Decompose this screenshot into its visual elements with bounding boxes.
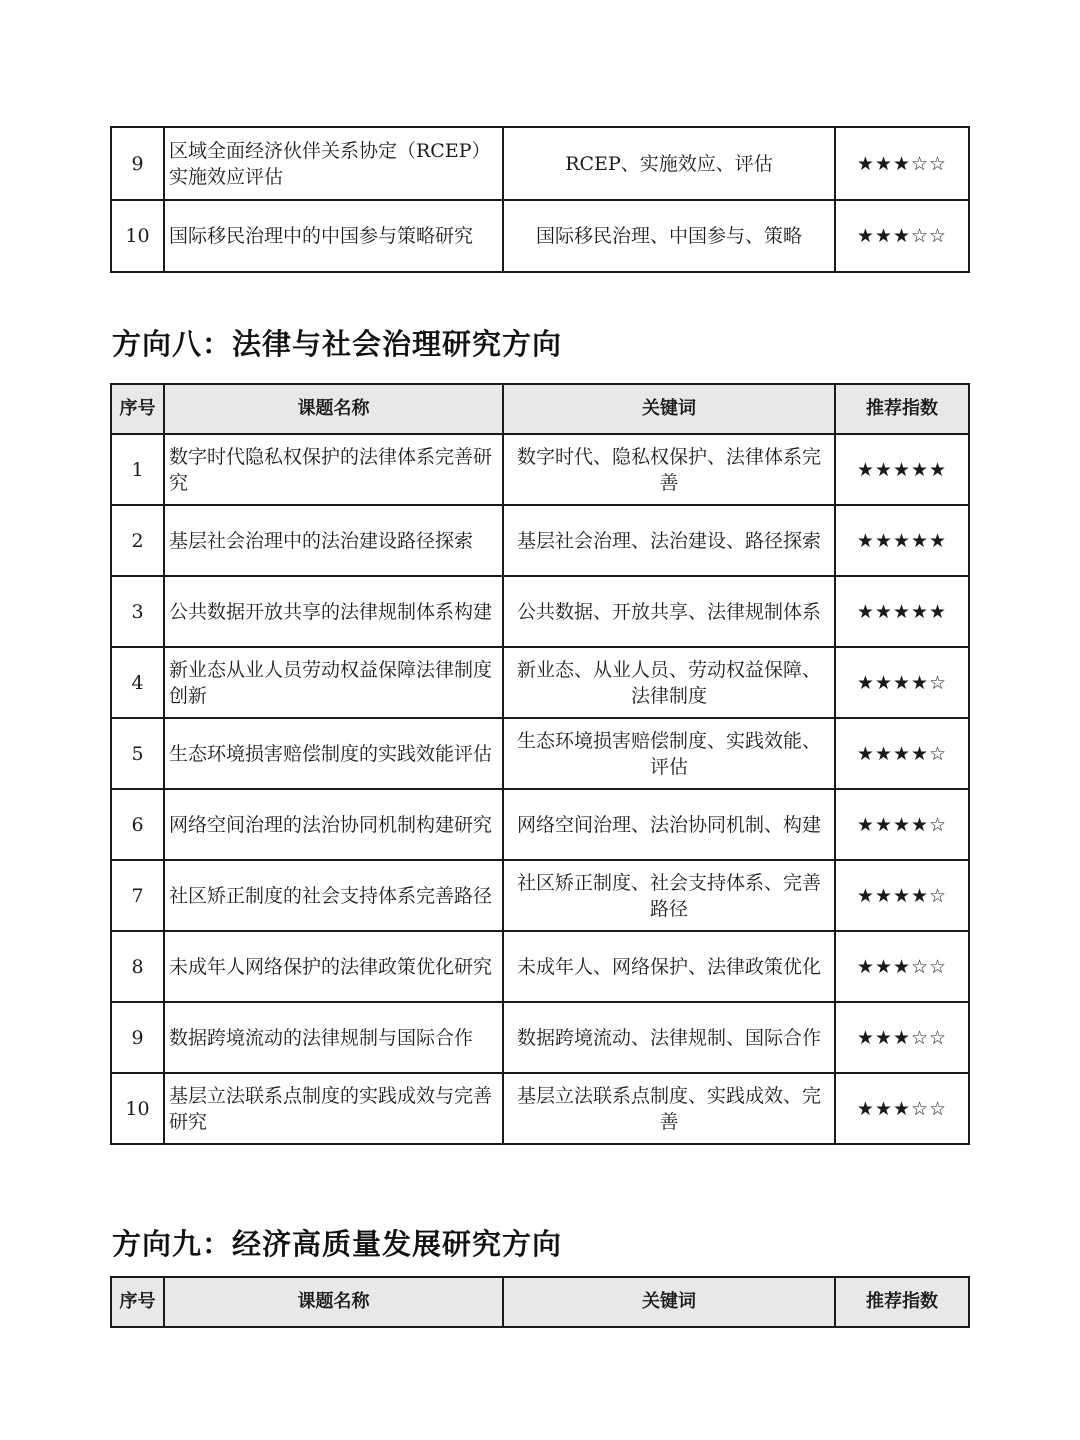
- row-number: 9: [111, 1002, 164, 1073]
- topic-keywords: 国际移民治理、中国参与、策略: [503, 200, 835, 272]
- row-number: 3: [111, 576, 164, 647]
- topic-title: 生态环境损害赔偿制度的实践效能评估: [164, 718, 503, 789]
- rating-stars: ★★★☆☆: [835, 127, 969, 200]
- table-row: [111, 1073, 969, 1144]
- header-number: 序号: [111, 1277, 164, 1327]
- table-row: [111, 576, 969, 647]
- header-title: 课题名称: [164, 1277, 503, 1327]
- rating-stars: ★★★★★: [835, 434, 969, 505]
- topic-keywords: 基层社会治理、法治建设、路径探索: [503, 505, 835, 576]
- rating-stars: ★★★☆☆: [835, 931, 969, 1002]
- section-heading-economy: 方向九：经济高质量发展研究方向: [112, 1227, 563, 1261]
- topic-keywords: 基层立法联系点制度、实践成效、完善: [503, 1073, 835, 1144]
- topic-title: 新业态从业人员劳动权益保障法律制度创新: [164, 647, 503, 718]
- topic-keywords: 数据跨境流动、法律规制、国际合作: [503, 1002, 835, 1073]
- topic-keywords: 公共数据、开放共享、法律规制体系: [503, 576, 835, 647]
- topic-title: 数字时代隐私权保护的法律体系完善研究: [164, 434, 503, 505]
- table-row: [111, 127, 969, 200]
- table-row: [111, 931, 969, 1002]
- table-row: [111, 789, 969, 860]
- table-row: [111, 647, 969, 718]
- topic-title: 基层社会治理中的法治建设路径探索: [164, 505, 503, 576]
- table-header-row: [111, 384, 969, 434]
- row-number: 9: [111, 127, 164, 200]
- topic-title: 数据跨境流动的法律规制与国际合作: [164, 1002, 503, 1073]
- economy-table: [110, 1276, 970, 1328]
- table-row: [111, 860, 969, 931]
- rating-stars: ★★★☆☆: [835, 200, 969, 272]
- topic-keywords: 网络空间治理、法治协同机制、构建: [503, 789, 835, 860]
- rating-stars: ★★★★★: [835, 505, 969, 576]
- table-header-row: [111, 1277, 969, 1327]
- topic-title: 基层立法联系点制度的实践成效与完善研究: [164, 1073, 503, 1144]
- row-number: 10: [111, 200, 164, 272]
- rating-stars: ★★★★★: [835, 576, 969, 647]
- topic-keywords: 数字时代、隐私权保护、法律体系完善: [503, 434, 835, 505]
- law-governance-table: [110, 383, 970, 1145]
- table-row: [111, 1002, 969, 1073]
- rating-stars: ★★★★☆: [835, 789, 969, 860]
- topic-keywords: 生态环境损害赔偿制度、实践效能、评估: [503, 718, 835, 789]
- topic-keywords: RCEP、实施效应、评估: [503, 127, 835, 200]
- table-row: [111, 200, 969, 272]
- topic-title: 公共数据开放共享的法律规制体系构建: [164, 576, 503, 647]
- row-number: 5: [111, 718, 164, 789]
- topic-title: 社区矫正制度的社会支持体系完善路径: [164, 860, 503, 931]
- row-number: 7: [111, 860, 164, 931]
- header-rating: 推荐指数: [835, 384, 969, 434]
- table-row: [111, 505, 969, 576]
- row-number: 2: [111, 505, 164, 576]
- header-rating: 推荐指数: [835, 1277, 969, 1327]
- topic-title: 网络空间治理的法治协同机制构建研究: [164, 789, 503, 860]
- row-number: 6: [111, 789, 164, 860]
- row-number: 4: [111, 647, 164, 718]
- rating-stars: ★★★★☆: [835, 718, 969, 789]
- header-keywords: 关键词: [503, 1277, 835, 1327]
- header-title: 课题名称: [164, 384, 503, 434]
- topic-keywords: 社区矫正制度、社会支持体系、完善路径: [503, 860, 835, 931]
- table-row: [111, 718, 969, 789]
- topic-title: 国际移民治理中的中国参与策略研究: [164, 200, 503, 272]
- topic-keywords: 新业态、从业人员、劳动权益保障、法律制度: [503, 647, 835, 718]
- row-number: 8: [111, 931, 164, 1002]
- rating-stars: ★★★☆☆: [835, 1002, 969, 1073]
- row-number: 10: [111, 1073, 164, 1144]
- topic-title: 区域全面经济伙伴关系协定（RCEP）实施效应评估: [164, 127, 503, 200]
- table-row: [111, 434, 969, 505]
- section-heading-law: 方向八：法律与社会治理研究方向: [112, 327, 563, 361]
- rating-stars: ★★★★☆: [835, 860, 969, 931]
- topic-keywords: 未成年人、网络保护、法律政策优化: [503, 931, 835, 1002]
- header-keywords: 关键词: [503, 384, 835, 434]
- previous-section-table: [110, 126, 970, 273]
- header-number: 序号: [111, 384, 164, 434]
- row-number: 1: [111, 434, 164, 505]
- topic-title: 未成年人网络保护的法律政策优化研究: [164, 931, 503, 1002]
- rating-stars: ★★★★☆: [835, 647, 969, 718]
- rating-stars: ★★★☆☆: [835, 1073, 969, 1144]
